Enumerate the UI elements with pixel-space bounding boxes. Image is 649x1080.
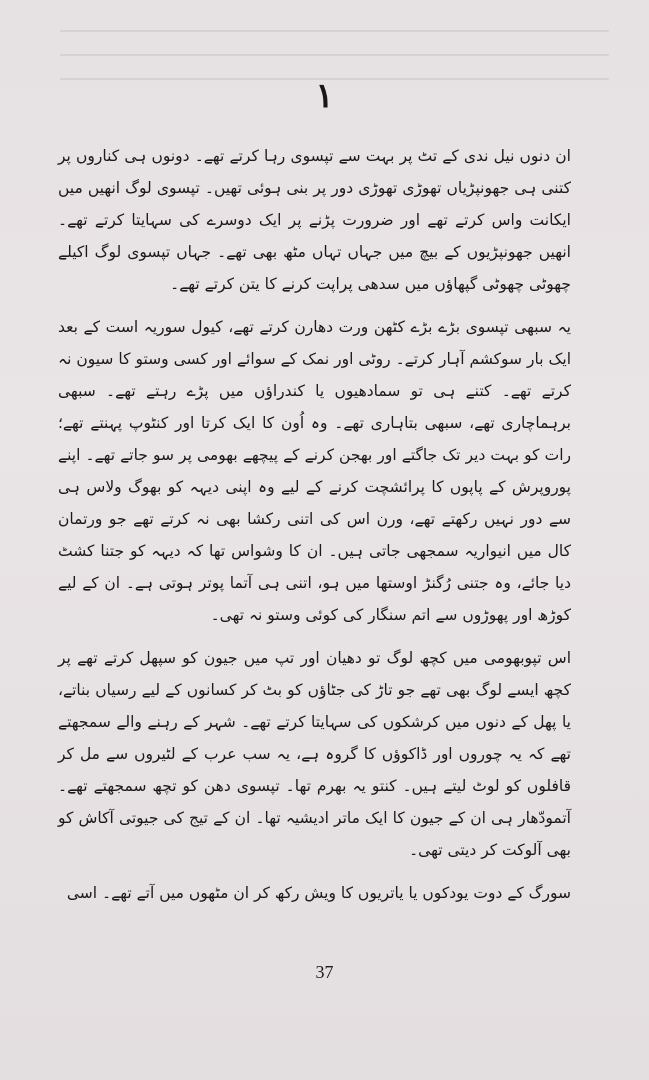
paragraph: اس تپوبھومی میں کچھ لوگ تو دھیان اور تپ میں جیون کو سپھل کرتے تھے پر کچھ ایسے لوگ بھی تھے جو تاڑ کی جٹاؤں کو بٹ کر کسانوں کے لیے رسیاں بناتے، یا پھل کے دنوں میں کرشکوں کی سہایتا کرتے تھے۔ شہر کے رہنے والے سمجھتے تھے کہ یہ چوروں اور ڈاکوؤں کا گروہ ہے، یہ سب عرب کے لٹیروں سے مل کر قافلوں کو لوٹ لیتے ہیں۔ کنتو یہ بھرم تھا۔ تپسوی دھن کو تچھ سمجھتے تھے۔ آتمودّھار ہی ان کے جیون کا ایک ماتر ادیشیہ تھا۔ ان کے تیج کی جیوتی آکاش کو بھی آلوکت کر دیتی تھی۔ [58,649,571,859]
paragraph: سورگ کے دوت یودکوں یا یاتریوں کا ویش رکھ کر ان مٹھوں میں آتے تھے۔ اسی [66,884,571,902]
paragraph: ان دنوں نیل ندی کے تٹ پر بہت سے تپسوی رہا کرتے تھے۔ دونوں ہی کناروں پر کتنی ہی جھونپڑیاں تھوڑی تھوڑی دور پر بنی ہوئی تھیں۔ تپسوی لوگ انھیں میں ایکانت واس کرتے تھے اور ضرورت پڑنے پر ایک دوسرے کی سہایتا کرتے تھے۔ انھیں جھونپڑیوں کے بیچ میں جہاں تہاں مٹھ بھی تھے۔ جہاں تپسوی لوگ اکیلے چھوٹی چھوٹی گپھاؤں میں سدھی پراپت کرنے کا یتن کرتے تھے۔ [58,147,571,293]
body-text [58,140,571,920]
page-number: 37 [315,962,334,982]
paragraph: یہ سبھی تپسوی بڑے بڑے کٹھن ورت دھارن کرتے تھے، کیول سوریہ است کے بعد ایک بار سوکشم آہار کرتے۔ روٹی اور نمک کے سوائے اور کسی وستو کا سیون نہ کرتے تھے۔ کتنے ہی تو سمادھیوں یا کندراؤں میں پڑے رہتے تھے۔ سبھی برہماچاری تھے، سبھی بتاہاری تھے۔ وہ اُون کا ایک کرتا اور کنٹوپ پہنتے تھے؛ رات کو بہت دیر تک جاگتے اور بھجن کرنے کے پیچھے بھومی پر سو جاتے تھے۔ اپنے پوروپرش کے پاپوں کا پرائشچت کرنے کے لیے وہ اپنی دیہہ کو بھوگ ولاس ہی سے دور نہیں رکھتے تھے، ورن اس کی اتنی رکشا بھی نہ کرتے تھے جو ورتمان کال میں انیواریہ سمجھی جاتی ہیں۔ ان کا وشواس تھا کہ دیہہ کو جتنا کشٹ دیا جائے، وہ جتنی رُگنڑ اوستھا میں ہو، اتنی ہی آتما پوتر ہوتی ہے۔ ان کے لیے کوڑھ اور پھوڑوں سے اتم سنگار کی کوئی وستو نہ تھی۔ [58,318,571,624]
chapter-number: ۱ [315,76,334,116]
